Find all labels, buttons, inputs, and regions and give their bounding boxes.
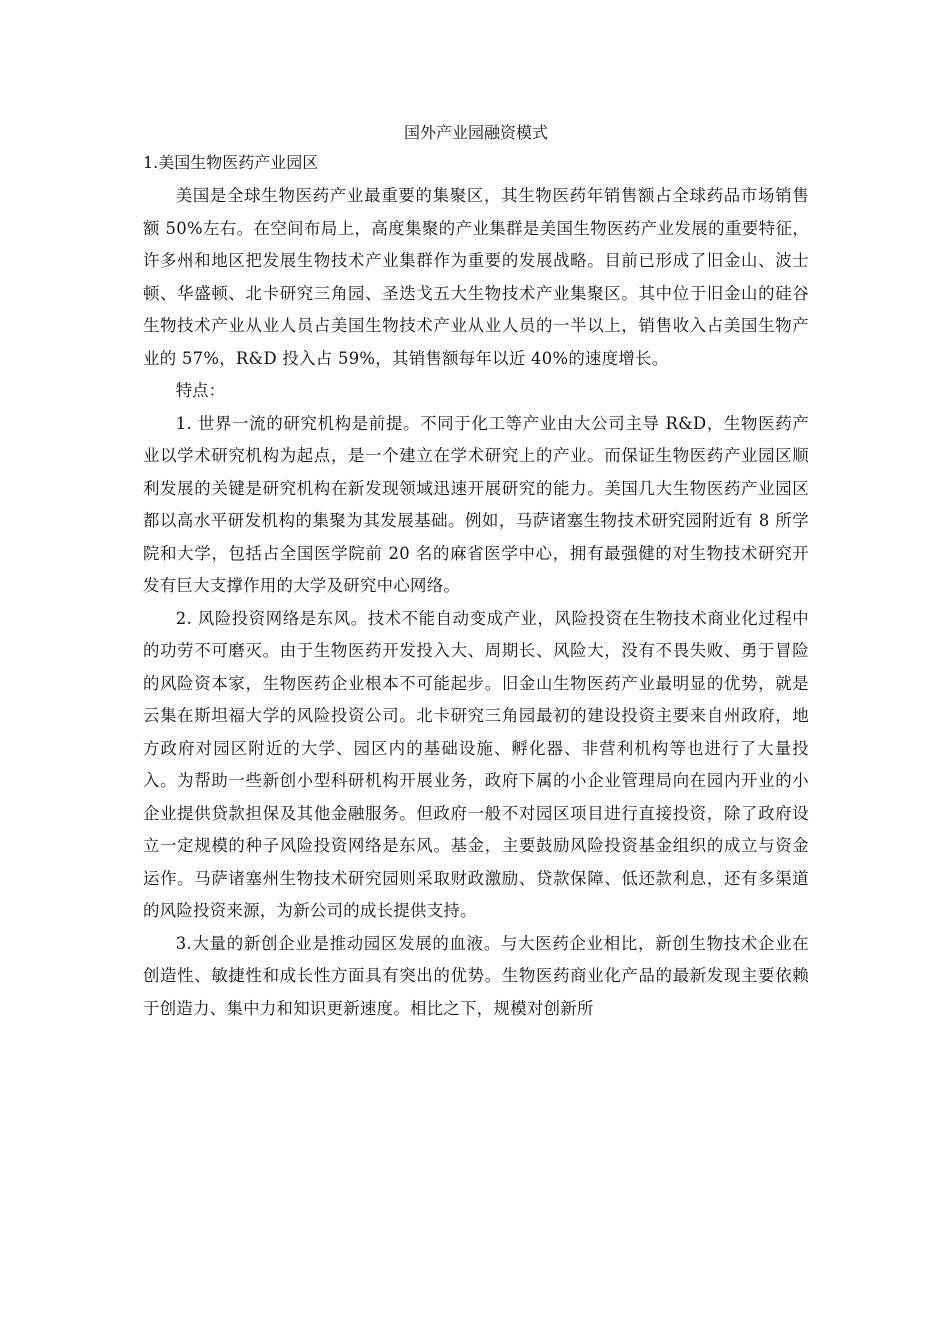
point-3-paragraph: 3.大量的新创企业是推动园区发展的血液。与大医药企业相比，新创生物技术企业在创造性、敏捷性和成长性方面具有突出的优势。生物医药商业化产品的最新发现主要依赖于创造力、集中力和知识更新速度。相比之下，规模对创新所	[143, 933, 809, 1018]
section-heading: 1.美国生物医药产业园区	[143, 153, 319, 172]
document-title: 国外产业园融资模式	[403, 123, 548, 142]
intro-paragraph: 美国是全球生物医药产业最重要的集聚区，其生物医药年销售额占全球药品市场销售额 50%左右。在空间布局上，高度集聚的产业集群是美国生物医药产业发展的重要特征，许多州和地区把发展生物技术产业集群作为重要的发展战略。目前已形成了旧金山、波士顿、华盛顿、北卡研究三角园、圣迭戈五大生物技术产业集聚区。其中位于旧金山的硅谷生物技术产业从业人员占美国生物技术产业从业人员的一半以上，销售收入占美国生物产业的 57%，R&D 投入占 59%，其销售额每年以近 40%的速度增长。	[143, 186, 809, 368]
features-label: 特点：	[175, 381, 225, 400]
point-2-paragraph: 2. 风险投资网络是东风。技术不能自动变成产业，风险投资在生物技术商业化过程中的功劳不可磨灭。由于生物医药开发投入大、周期长、风险大，没有不畏失败、勇于冒险的风险资本家，生物医药企业根本不可能起步。旧金山生物医药产业最明显的优势，就是云集在斯坦福大学的风险投资公司。北卡研究三角园最初的建设投资主要来自州政府，地方政府对园区附近的大学、园区内的基础设施、孵化器、非营利机构等也进行了大量投入。为帮助一些新创小型科研机构开展业务，政府下属的小企业管理局向在园内开业的小企业提供贷款担保及其他金融服务。但政府一般不对园区项目进行直接投资，除了政府设立一定规模的种子风险投资网络是东风。基金，主要鼓励风险投资基金组织的成立与资金运作。马萨诸塞州生物技术研究园则采取财政激励、贷款保障、低还款利息，还有多渠道的风险投资来源，为新公司的成长提供支持。	[143, 608, 809, 920]
document-body	[143, 120, 809, 1025]
point-1-paragraph: 1. 世界一流的研究机构是前提。不同于化工等产业由大公司主导 R&D，生物医药产业以学术研究机构为起点，是一个建立在学术研究上的产业。而保证生物医药产业园区顺利发展的关键是研究机构在新发现领域迅速开展研究的能力。美国几大生物医药产业园区都以高水平研发机构的集聚为其发展基础。例如，马萨诸塞生物技术研究园附近有 8 所学院和大学，包括占全国医学院前 20 名的麻省医学中心，拥有最强健的对生物技术研究开发有巨大支撑作用的大学及研究中心网络。	[143, 413, 809, 595]
